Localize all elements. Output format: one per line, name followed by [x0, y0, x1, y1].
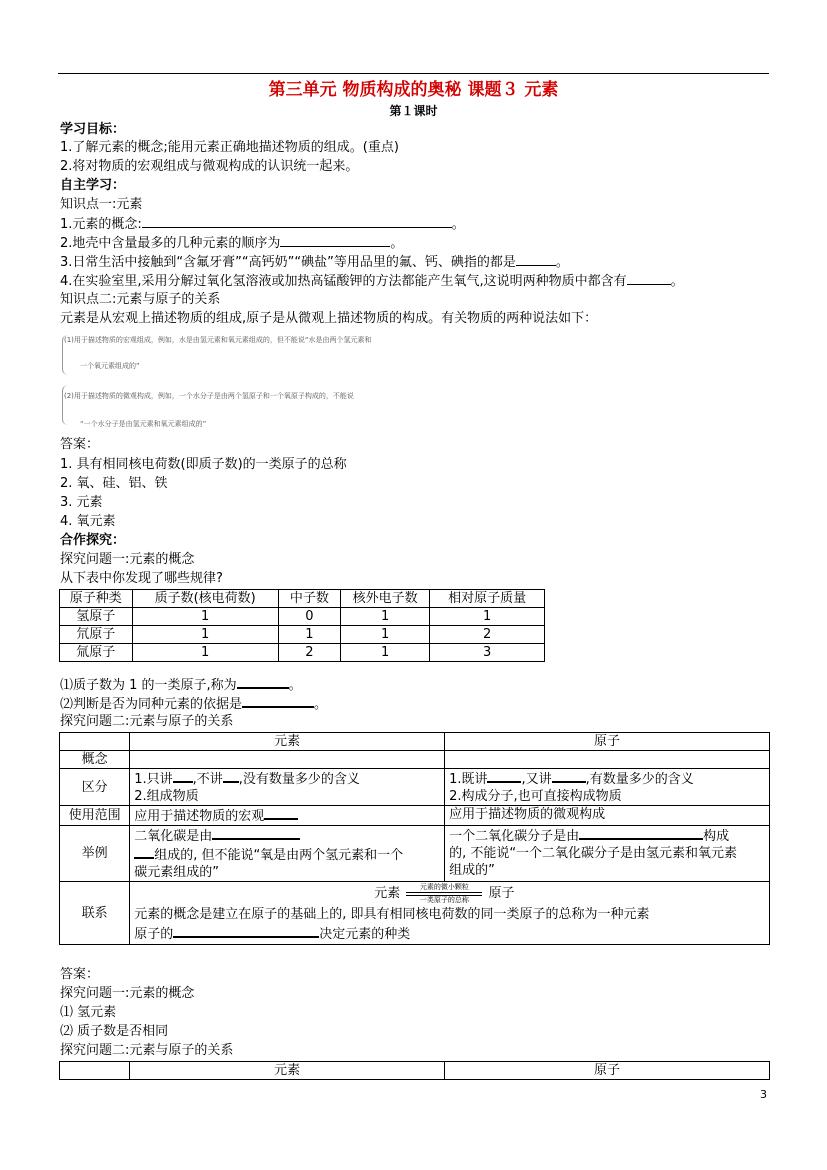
table-prompt: 从下表中你发现了哪些规律?	[60, 571, 223, 586]
table-row	[60, 608, 545, 626]
page-title: 第三单元 物质构成的奥秘 课题３ 元素	[268, 80, 559, 100]
coop-question-2: ⑵判断是否为同种元素的依据是 。	[60, 694, 327, 713]
table-cell: 1.既讲 ,又讲 ,有数量多少的含义 2.构成分子,也可直接构成物质	[445, 769, 770, 806]
answer-blank[interactable]	[487, 769, 521, 783]
table-cell: 3	[430, 644, 545, 662]
table-header-row	[60, 733, 770, 751]
table-cell: 2	[430, 626, 545, 644]
table-row	[60, 626, 545, 644]
table-cell: 1	[132, 644, 278, 662]
table-cell: 1	[278, 626, 340, 644]
table-row	[60, 882, 770, 945]
answer-item-1: 1. 具有相同核电荷数(即质子数)的一类原子的总称	[60, 457, 347, 472]
relation-left: 元素	[374, 886, 401, 901]
answer-blank[interactable]	[552, 769, 586, 783]
goal-item-2: 2.将对物质的宏观组成与微观构成的认识统一起来。	[60, 159, 359, 174]
table-header: 核外电子数	[340, 590, 429, 608]
answer-item-2: 2. 氧、硅、铝、铁	[60, 476, 168, 491]
table-cell: 氘原子	[60, 626, 133, 644]
row-label: 区分	[60, 769, 130, 806]
table-row	[60, 806, 770, 826]
answer-blank[interactable]	[173, 924, 319, 938]
answer-blank[interactable]	[173, 769, 193, 783]
table-cell: 应用于描述物质的宏观	[130, 806, 445, 826]
problem-2-title: 探究问题二:元素与原子的关系	[60, 714, 234, 729]
table-header: 元素	[130, 1062, 445, 1080]
table-header: 原子种类	[60, 590, 133, 608]
knowledge-point-1: 知识点一:元素	[60, 197, 143, 212]
answer-blank[interactable]	[212, 826, 300, 840]
table-row	[60, 644, 545, 662]
arrow-label-bottom: 一类原子的总称	[419, 895, 469, 904]
table-cell: 1	[430, 608, 545, 626]
answer-blank[interactable]	[134, 845, 154, 859]
self-study-heading: 自主学习：	[60, 178, 126, 193]
table-header: 中子数	[278, 590, 340, 608]
table-cell	[130, 882, 770, 945]
goal-item-1: 1.了解元素的概念;能用元素正确地描述物质的组成。(重点)	[60, 140, 399, 155]
answer-blank[interactable]	[223, 769, 239, 783]
answer-blank[interactable]	[242, 694, 314, 708]
answer-item-4: 4. 氧元素	[60, 514, 116, 529]
answers2-item-2: ⑵ 质子数是否相同	[60, 1024, 169, 1039]
page-number: 3	[760, 1088, 767, 1101]
row-label: 举例	[60, 826, 130, 882]
figure-line: (2)用于描述物质的微观构成，例如，一个水分子是由两个氢原子和一个氧原子构成的，不能说	[64, 392, 354, 400]
goals-heading: 学习目标：	[60, 122, 126, 137]
answers2-problem-2: 探究问题二:元素与原子的关系	[60, 1043, 234, 1058]
row-label: 使用范围	[60, 806, 130, 826]
table-row	[60, 769, 770, 806]
description-figure	[60, 331, 480, 431]
intro-text: 元素是从宏观上描述物质的组成,原子是从微观上描述物质的构成。有关物质的两种说法如下：	[60, 311, 598, 326]
table-cell: 1	[340, 644, 429, 662]
question-1: 1.元素的概念: 。	[60, 217, 465, 232]
answers2-table	[59, 1061, 770, 1080]
answer-blank[interactable]	[579, 826, 703, 840]
arrow-label-top: 元素的微小颗粒	[419, 882, 469, 891]
table-cell	[60, 733, 130, 751]
answer-blank[interactable]	[142, 215, 452, 228]
table-cell: 0	[278, 608, 340, 626]
table-cell: 1	[132, 608, 278, 626]
relation-right: 原子	[488, 886, 515, 901]
row-label: 联系	[60, 882, 130, 945]
table-cell: 二氧化碳是由 组成的, 但不能说“氧是由两个氢元素和一个 碳元素组成的”	[130, 826, 445, 882]
table-cell: 1	[340, 626, 429, 644]
table-header: 质子数(核电荷数)	[132, 590, 278, 608]
double-arrow-icon	[404, 883, 484, 905]
table-cell: 1	[340, 608, 429, 626]
answers-heading: 答案：	[60, 437, 100, 452]
question-2: 2.地壳中含量最多的几种元素的顺序为 。	[60, 236, 404, 251]
table-cell: 一个二氧化碳分子是由 构成 的, 不能说“一个二氧化碳分子是由氢元素和氧元素 组成的”	[445, 826, 770, 882]
atom-table	[59, 589, 545, 662]
figure-line: (1)用于描述物质的宏观组成，例如，水是由氢元素和氧元素组成的，但不能说“水是由两个氢元素和	[64, 336, 372, 344]
answer-blank[interactable]	[516, 253, 556, 266]
table-header-row	[60, 1062, 770, 1080]
coop-question-1: ⑴质子数为 1 的一类原子,称为 。	[60, 675, 302, 694]
table-row	[60, 751, 770, 769]
answer-blank[interactable]	[264, 806, 298, 820]
coop-heading: 合作探究：	[60, 533, 126, 548]
relation-text: 原子的 决定元素的种类	[134, 924, 765, 944]
table-cell: 氚原子	[60, 644, 133, 662]
answers2-item-1: ⑴ 氢元素	[60, 1005, 117, 1020]
figure-line: 一个氧元素组成的”	[80, 362, 140, 370]
table-cell	[130, 751, 445, 769]
table-row	[60, 826, 770, 882]
page-subtitle: 第１课时	[389, 104, 438, 118]
table-header: 元素	[130, 733, 445, 751]
table-cell: 应用于描述物质的微观构成	[445, 806, 770, 826]
row-label: 概念	[60, 751, 130, 769]
figure-line: “一个水分子是由氢元素和氧元素组成的”	[80, 420, 207, 428]
table-cell	[60, 1062, 130, 1080]
table-cell: 1	[132, 626, 278, 644]
answer-blank[interactable]	[627, 272, 671, 285]
table-header: 原子	[445, 1062, 770, 1080]
table-cell: 2	[278, 644, 340, 662]
answers2-problem-1: 探究问题一:元素的概念	[60, 986, 195, 1001]
answer-item-3: 3. 元素	[60, 495, 103, 510]
table-cell: 氢原子	[60, 608, 133, 626]
table-header-row	[60, 590, 545, 608]
answer-blank[interactable]	[237, 675, 289, 689]
table-cell	[445, 751, 770, 769]
answer-blank[interactable]	[280, 234, 390, 247]
question-3: 3.日常生活中接触到“含氟牙膏”“高钙奶”“碘盐”等用品里的氟、钙、碘指的都是 。	[60, 255, 569, 270]
table-header: 相对原子质量	[430, 590, 545, 608]
header-rule	[58, 73, 769, 74]
answers2-heading: 答案：	[60, 967, 100, 982]
element-atom-table	[59, 732, 770, 945]
problem-1-title: 探究问题一:元素的概念	[60, 552, 195, 567]
table-header: 原子	[445, 733, 770, 751]
table-cell: 1.只讲 ,不讲 ,没有数量多少的含义 2.组成物质	[130, 769, 445, 806]
knowledge-point-2: 知识点二:元素与原子的关系	[60, 292, 221, 307]
question-4: 4.在实验室里,采用分解过氧化氢溶液或加热高锰酸钾的方法都能产生氧气,这说明两种物质中都含有 。	[60, 274, 684, 289]
relation-diagram	[134, 882, 765, 906]
relation-text: 元素的概念是建立在原子的基础上的, 即具有相同核电荷数的同一类原子的总称为一种元素	[134, 907, 650, 922]
